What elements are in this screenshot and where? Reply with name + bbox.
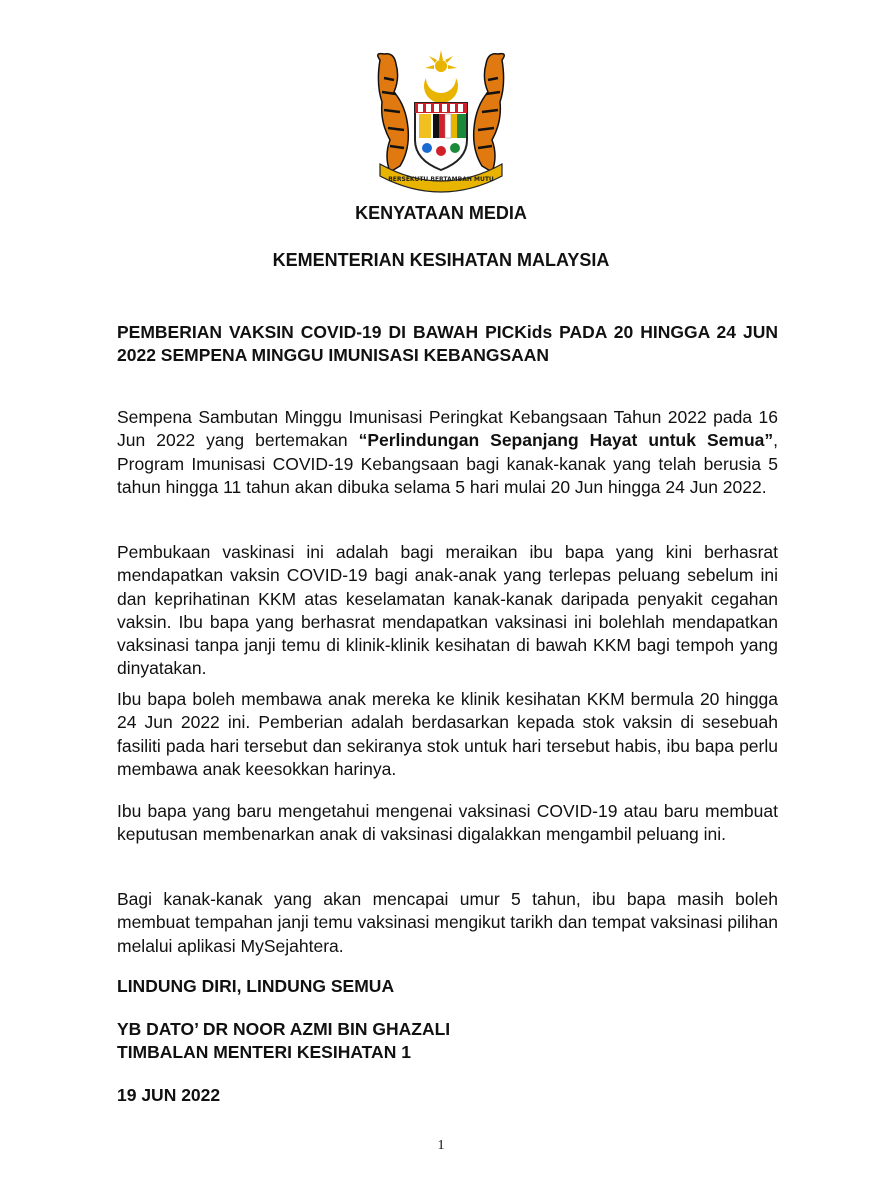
- press-release-title: PEMBERIAN VAKSIN COVID-19 DI BAWAH PICKids PADA 20 HINGGA 24 JUN 2022 SEMPENA MINGGU IMUNISASI KEBANGSAAN: [117, 322, 778, 366]
- paragraph-1-body: , Program Imunisasi COVID-19 Kebangsaan bagi kanak-kanak yang telah berusia 5 tahun hingga 11 tahun akan dibuka selama 5 hari mulai 20 Jun hingga 24 Jun 2022.: [117, 430, 778, 497]
- campaign-theme: “Perlindungan Sepanjang Hayat untuk Semua”: [358, 430, 774, 451]
- slogan: LINDUNG DIRI, LINDUNG SEMUA: [117, 976, 395, 996]
- signatory-position: TIMBALAN MENTERI KESIHATAN 1: [117, 1042, 411, 1063]
- page-number: 1: [437, 1138, 445, 1153]
- paragraph-1-intro: Sempena Sambutan Minggu Imunisasi Peringkat Kebangsaan Tahun 2022 pada 16 Jun 2022 yang bertemakan: [117, 407, 778, 451]
- paragraph-5: Bagi kanak-kanak yang akan mencapai umur 5 tahun, ibu bapa masih boleh membuat tempahan janji temu vaksinasi mengikut tarikh dan tempat vaksinasi pilihan melalui aplikasi MySejahtera.: [117, 889, 778, 956]
- paragraph-2: Pembukaan vaskinasi ini adalah bagi meraikan ibu bapa yang kini berhasrat mendapatkan vaksin COVID-19 bagi anak-anak yang terlepas peluang sebelum ini dan keprihatinan KKM atas keselamatan kanak-kanak daripada penyakit cegahan vaksin. Ibu bapa yang berhasrat mendapatkan vaksinasi ini bolehlah mendapatkan vaksinasi tanpa janji temu di klinik-klinik kesihatan di bawah KKM bagi tempoh yang dinyatakan.: [117, 542, 778, 679]
- paragraph-1: [117, 406, 778, 499]
- malaysia-coat-of-arms-logo: [360, 48, 522, 196]
- release-date: 19 JUN 2022: [117, 1085, 221, 1105]
- signature-block: [117, 1018, 778, 1065]
- paragraph-3: Ibu bapa boleh membawa anak mereka ke klinik kesihatan KKM bermula 20 hingga 24 Jun 2022 ini. Pemberian adalah berdasarkan kepada stok vaksin di sesebuah fasiliti pada hari tersebut dan sekiranya stok untuk hari tersebut habis, ibu bapa perlu membawa anak keesokkan harinya.: [117, 689, 778, 779]
- crest-motto-text: BERSEKUTU BERTAMBAH MUTU: [388, 176, 494, 183]
- document-type-heading: KENYATAAN MEDIA: [355, 203, 527, 223]
- signatory-name: YB DATO’ DR NOOR AZMI BIN GHAZALI: [117, 1019, 451, 1039]
- paragraph-4: Ibu bapa yang baru mengetahui mengenai vaksinasi COVID-19 atau baru membuat keputusan membenarkan anak di vaksinasi digalakkan mengambil peluang ini.: [117, 801, 778, 845]
- ministry-heading: KEMENTERIAN KESIHATAN MALAYSIA: [272, 250, 610, 270]
